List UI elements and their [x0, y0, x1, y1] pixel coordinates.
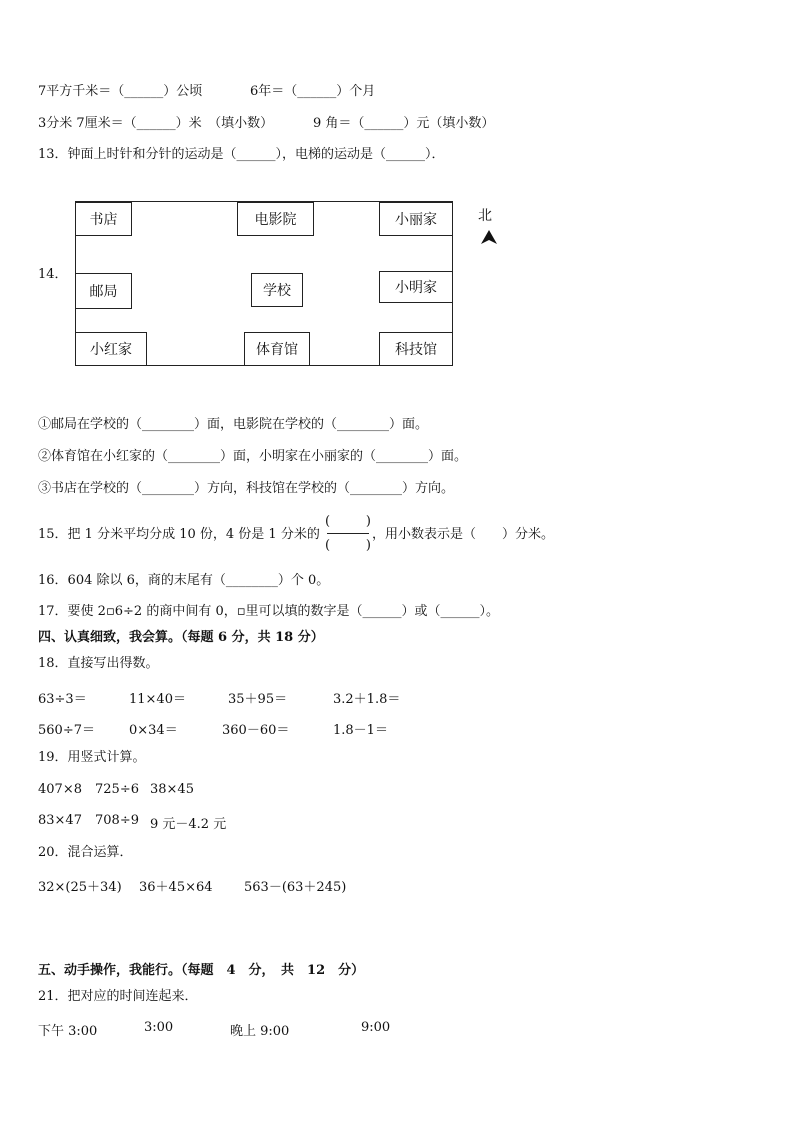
- place-bookstore: 书店: [75, 202, 132, 236]
- conversion-years: 6年＝（______）个月: [250, 84, 376, 99]
- question-16: 16．604 除以 6，商的末尾有（________）个 0。: [38, 573, 330, 588]
- place-school: 学校: [251, 273, 303, 307]
- question-15-suffix: ，用小数表示是（ ）分米。: [372, 527, 555, 542]
- q18-item: 11×40＝: [129, 692, 186, 707]
- fraction-denominator: ( ): [325, 538, 371, 553]
- q18-item: 3.2＋1.8＝: [333, 692, 401, 707]
- conversion-money: 9 角＝（______）元（填小数）: [313, 116, 495, 131]
- q19-item: 83×47: [38, 813, 82, 828]
- place-gym: 体育馆: [244, 332, 310, 366]
- question-15-prefix: 15．把 1 分米平均分成 10 份，4 份是 1 分米的: [38, 527, 320, 542]
- q20-item: 36＋45×64: [139, 880, 213, 895]
- q18-item: 35＋95＝: [228, 692, 288, 707]
- place-xiaohong-home: 小红家: [75, 332, 147, 366]
- question-13: 13．钟面上时针和分针的运动是（______），电梯的运动是（______）．: [38, 147, 445, 162]
- q19-item: 9 元－4.2 元: [150, 817, 227, 832]
- question-14-part2: ②体育馆在小红家的（________）面，小明家在小丽家的（________）面。: [38, 449, 468, 464]
- q18-item: 560÷7＝: [38, 723, 95, 738]
- place-cinema: 电影院: [237, 202, 314, 236]
- q18-item: 1.8－1＝: [333, 723, 388, 738]
- q20-item: 563－(63＋245): [244, 880, 347, 895]
- q19-item: 725÷6: [95, 782, 139, 797]
- north-arrow-icon: [480, 229, 498, 245]
- q21-item: 晚上 9:00: [230, 1024, 290, 1039]
- question-14-part3: ③书店在学校的（________）方向，科技馆在学校的（________）方向。: [38, 481, 455, 496]
- place-post-office: 邮局: [75, 273, 132, 309]
- section-5-heading: 五、动手操作，我能行。（每题 4 分， 共 12 分）: [38, 963, 365, 978]
- fraction-bar: [327, 533, 369, 534]
- question-17: 17．要使 2▫6÷2 的商中间有 0，▫里可以填的数字是（______）或（______）。: [38, 604, 500, 619]
- q18-item: 63÷3＝: [38, 692, 87, 707]
- q21-item: 9:00: [361, 1020, 391, 1035]
- q21-item: 3:00: [144, 1020, 174, 1035]
- fraction-numerator: ( ): [325, 514, 371, 529]
- question-14-number: 14．: [38, 267, 68, 282]
- fraction-blank: [325, 514, 371, 554]
- question-18: 18．直接写出得数。: [38, 656, 159, 671]
- q18-item: 0×34＝: [129, 723, 178, 738]
- question-20: 20．混合运算．: [38, 845, 133, 860]
- q18-item: 360－60＝: [222, 723, 290, 738]
- place-xiaoli-home: 小丽家: [379, 202, 453, 236]
- north-label: 北: [478, 208, 492, 224]
- question-19: 19．用竖式计算。: [38, 750, 146, 765]
- conversion-area: [38, 84, 202, 100]
- section-4-heading: 四、认真细致，我会算。（每题 6 分，共 18 分）: [38, 630, 324, 645]
- q21-item: 下午 3:00: [38, 1024, 98, 1039]
- q19-item: 38×45: [150, 782, 194, 797]
- question-21: 21．把对应的时间连起来．: [38, 989, 198, 1004]
- place-science-museum: 科技馆: [379, 332, 453, 366]
- place-xiaoming-home: 小明家: [379, 271, 453, 303]
- q19-item: 708÷9: [95, 813, 139, 828]
- q20-item: 32×(25＋34): [38, 880, 122, 895]
- conversion-length: 3分米 7厘米＝（______）米 （填小数）: [38, 116, 274, 131]
- question-14-part1: ①邮局在学校的（________）面，电影院在学校的（________）面。: [38, 417, 429, 432]
- q19-item: 407×8: [38, 782, 82, 797]
- conversion-km2: 7平方千米＝（______）公顷: [38, 84, 203, 99]
